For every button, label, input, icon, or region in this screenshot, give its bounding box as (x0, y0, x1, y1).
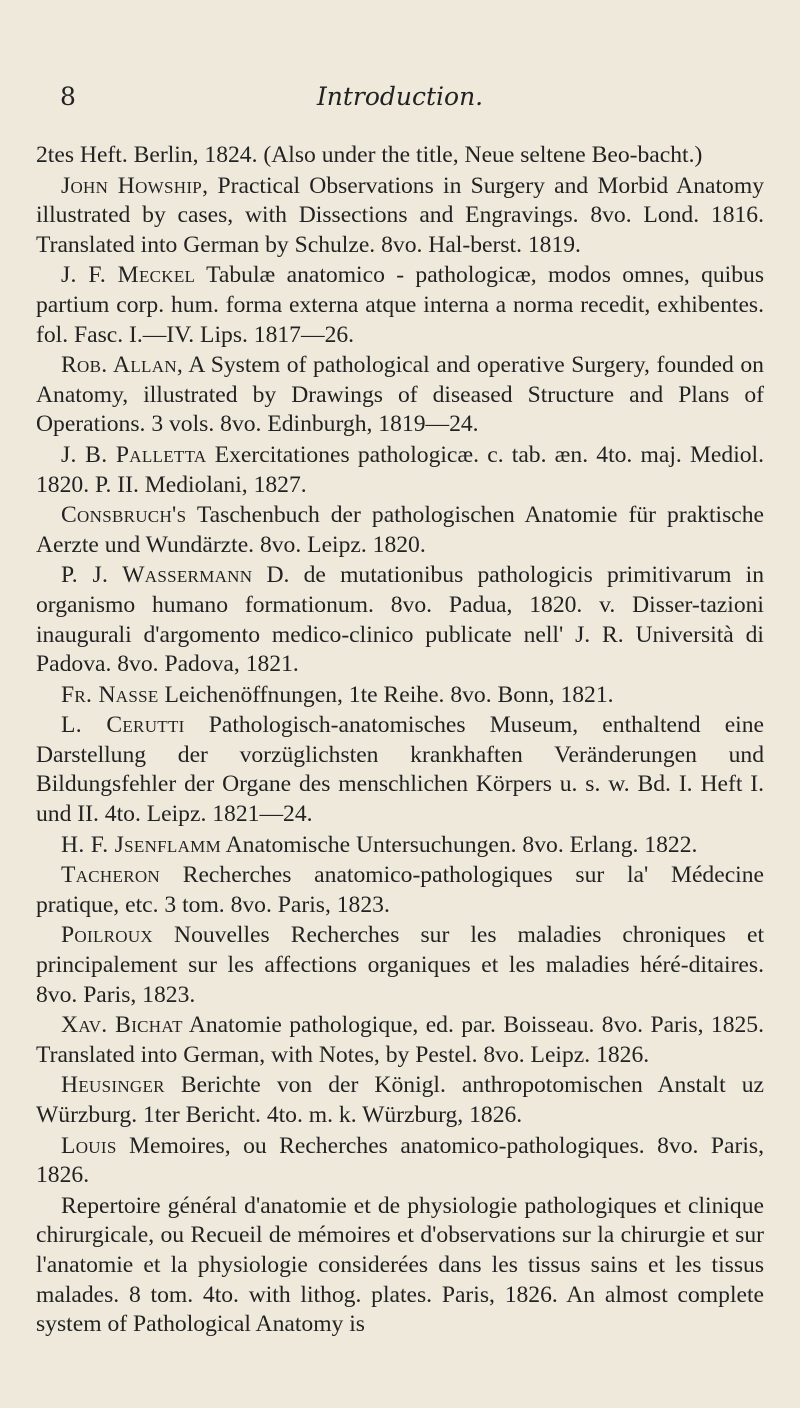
entry-author: J. B. Palletta (61, 441, 207, 468)
bibliography-entry (36, 172, 764, 261)
entry-text: Repertoire général d'anatomie et de physiologie pathologiques et clinique chirurgicale, ou Recueil de mémoires et d'observations sur la chirurgie et sur l'anatomie et la physiologie considerées dans les tissus sains et les tissus malades. 8 tom. 4to. with lithog. plates. Paris, 1826. An almost complete system of Pathological Anatomy is (36, 1192, 764, 1338)
entry-author: H. F. Jsenflamm (61, 831, 222, 858)
bibliography-entry (36, 861, 764, 920)
entry-text: Exercitationes pathologicæ. c. tab. æn. 4to. maj. Mediol. 1820. P. II. Mediolani, 1827. (36, 441, 764, 498)
bibliography-entry (36, 1071, 764, 1130)
bibliography-entry (36, 1132, 764, 1191)
entry-text: 2tes Heft. Berlin, 1824. (Also under the title, Neue seltene Beo-bacht.) (36, 142, 703, 168)
entry-text: Anatomische Untersuchungen. 8vo. Erlang. 1822. (221, 831, 698, 858)
entry-text: Anatomie pathologique, ed. par. Boisseau. 8vo. Paris, 1825. Translated into German, with Notes, by Pestel. 8vo. Leipz. 1826. (36, 1012, 764, 1068)
entry-text: Tabulæ anatomico - pathologicæ, modos omnes, quibus partium corp. hum. forma externa atque interna a norma recedit, exhibentes. fol. Fasc. I.—IV. Lips. 1817—26. (36, 262, 764, 348)
bibliography-entry (36, 921, 764, 1010)
entry-author: Consbruch's (61, 502, 187, 529)
bibliography-entry (36, 261, 764, 350)
running-title: Introduction. (316, 82, 484, 111)
entry-text: Pathologisch-anatomisches Museum, enthaltend eine Darstellung der vorzüglichsten krankhaften Veränderungen und Bildungsfehler der Organe des menschlichen Körpers u. s. w. Bd. I. Heft I. und II. 4to. Leipz. 1821—24. (36, 712, 764, 828)
entry-text: Recherches anatomico-pathologiques sur la' Médecine pratique, etc. 3 tom. 8vo. Paris, 1823. (36, 862, 764, 918)
entry-text: D. de mutationibus pathologicis primitivarum in organismo humano formationum. 8vo. Padua, 1820. v. Disser-tazioni inaugurali d'argomento medico-clinico publicate nell' J. R. Università di Padova. 8vo. Padova, 1821. (36, 562, 764, 678)
bibliography-entry (36, 831, 764, 861)
page-number: 8 (60, 82, 76, 111)
bibliography-entry (36, 1192, 764, 1340)
entry-author: Louis (61, 1132, 117, 1159)
page-header (60, 82, 740, 112)
entry-text: Berichte von der Königl. anthropotomischen Anstalt uz Würzburg. 1ter Bericht. 4to. m. k. Würzburg, 1826. (36, 1072, 764, 1128)
entry-text: Memoires, ou Recherches anatomico-pathologiques. 8vo. Paris, 1826. (36, 1132, 764, 1189)
entry-author: J. F. Meckel (61, 262, 196, 289)
entry-author: Heusinger (61, 1072, 165, 1099)
bibliography-entry (36, 441, 764, 500)
bibliography-entry (36, 561, 764, 679)
bibliography-entry (36, 501, 764, 560)
entry-author: L. Cerutti (61, 712, 185, 739)
entry-author: Fr. Nasse (61, 681, 159, 708)
bibliography-entry (36, 351, 764, 440)
entry-text: Taschenbuch der pathologischen Anatomie für praktische Aerzte und Wundärzte. 8vo. Leipz. 1820. (36, 502, 764, 558)
entry-text: Practical Observations in Surgery and Morbid Anatomy illustrated by cases, with Dissections and Engravings. 8vo. Lond. 1816. Translated into German by Schulze. 8vo. Hal-berst. 1819. (36, 172, 764, 258)
entry-author: John Howship, (61, 172, 209, 199)
entry-author: Rob. Allan, (61, 352, 184, 379)
bibliography-entry (36, 681, 764, 711)
bibliography-entry (36, 141, 764, 171)
entry-author: Tacheron (61, 862, 160, 889)
entry-author: P. J. Wassermann (61, 562, 253, 589)
bibliography-entry (36, 711, 764, 829)
entry-author: Xav. Bichat (61, 1012, 183, 1039)
bibliography-entry (36, 1011, 764, 1070)
entry-text: A System of pathological and operative Surgery, founded on Anatomy, illustrated by Drawings of diseased Structure and Plans of Operations. 3 vols. 8vo. Edinburgh, 1819—24. (36, 352, 764, 438)
entry-text: Nouvelles Recherches sur les maladies chroniques et principalement sur les affections organiques et les maladies héré-ditaires. 8vo. Paris, 1823. (36, 922, 764, 1008)
bibliography-list (36, 141, 764, 1341)
entry-text: Leichenöffnungen, 1te Reihe. 8vo. Bonn, 1821. (158, 681, 614, 708)
entry-author: Poilroux (61, 922, 154, 949)
